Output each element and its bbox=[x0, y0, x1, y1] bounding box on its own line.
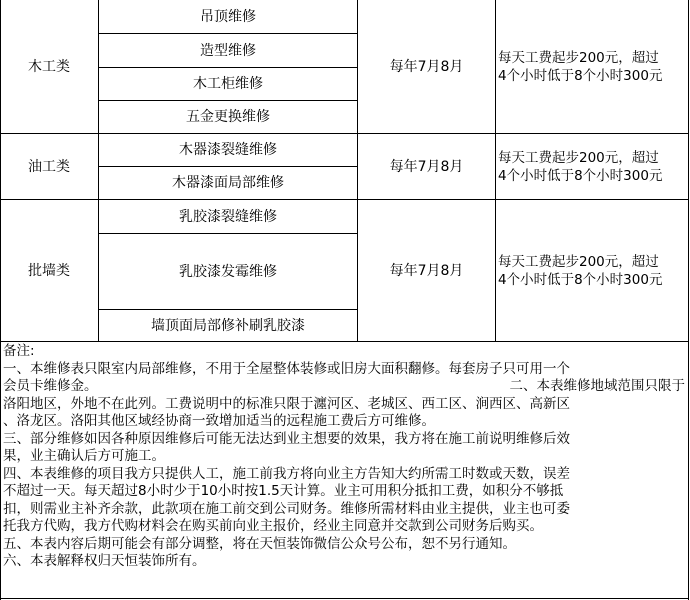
date-cell: 每年7月8月 bbox=[389, 262, 464, 279]
table-border-right bbox=[688, 0, 689, 600]
notes-title: 备注: bbox=[3, 343, 35, 359]
price-cell bbox=[498, 149, 688, 185]
item-cell: 乳胶漆发霉维修 bbox=[179, 263, 277, 280]
notes-section bbox=[3, 343, 687, 571]
note-line: 不超过一天。每天超过8小时少于10小时按1.5天计算。业主可用积分抵扣工费，如积分不够抵 bbox=[3, 483, 564, 499]
table-border-bottom bbox=[0, 598, 689, 599]
item-cell: 木器漆面局部维修 bbox=[172, 175, 284, 191]
note-line: 果，业主确认后方可施工。 bbox=[3, 448, 165, 464]
item-cell: 木工柜维修 bbox=[193, 76, 263, 92]
date-cell: 每年7月8月 bbox=[389, 158, 464, 175]
item-cell: 造型维修 bbox=[200, 42, 256, 59]
price-line: 4个小时低于8个小时300元 bbox=[498, 68, 663, 84]
notes-separator bbox=[0, 341, 689, 342]
item-cell: 五金更换维修 bbox=[186, 109, 270, 125]
note-line: 洛阳地区，外地不在此列。工费说明中的标准只限于瀍河区、老城区、西工区、涧西区、高新区 bbox=[3, 395, 570, 412]
item-cell: 吊顶维修 bbox=[200, 9, 256, 25]
note-line: 会员卡维修金。 bbox=[3, 378, 98, 394]
item-cell: 乳胶漆裂缝维修 bbox=[179, 208, 277, 225]
category-cell: 油工类 bbox=[28, 158, 70, 175]
date-cell: 每年7月8月 bbox=[389, 58, 464, 75]
note-line: 扣，则需业主补齐余款，此款项在施工前交到公司财务。维修所需材料由业主提供，业主也可委 bbox=[3, 500, 570, 517]
note-line: 三、部分维修如因各种原因维修后可能无法达到业主想要的效果，我方将在施工前说明维修后效 bbox=[3, 430, 570, 447]
note-line: 、洛龙区。洛阳其他区域经协商一致增加适当的远程施工费后方可维修。 bbox=[3, 413, 435, 429]
price-cell bbox=[498, 49, 688, 85]
category-cell: 木工类 bbox=[28, 58, 70, 75]
column-divider-3 bbox=[495, 0, 496, 342]
category-cell: 批墙类 bbox=[28, 262, 70, 279]
item-cell: 墙顶面局部修补刷乳胶漆 bbox=[151, 317, 305, 334]
price-line: 4个小时低于8个小时300元 bbox=[498, 168, 663, 184]
price-line: 4个小时低于8个小时300元 bbox=[498, 272, 663, 288]
note-line: 五、本表内容后期可能会有部分调整，将在天恒装饰微信公众号公布，恕不另行通知。 bbox=[3, 535, 516, 552]
note-line: 一、本维修表只限室内局部维修，不用于全屋整体装修或旧房大面积翻修。每套房子只可用一个 bbox=[3, 360, 570, 377]
price-line: 每天工费起步200元，超过 bbox=[498, 254, 659, 270]
note-line: 六、本表解释权归天恒装饰所有。 bbox=[3, 553, 206, 569]
price-line: 每天工费起步200元，超过 bbox=[498, 150, 659, 166]
note-line: 托我方代购，我方代购材料会在购买前向业主报价，经业主同意并交款到公司财务后购买。 bbox=[3, 518, 543, 534]
item-cell: 木器漆裂缝维修 bbox=[179, 142, 277, 158]
note-line: 四、本表维修的项目我方只提供人工，施工前我方将向业主方告知大约所需工时数或天数，误差 bbox=[3, 465, 570, 482]
note-line: 二、本表维修地域范围只限于 bbox=[509, 378, 685, 394]
price-line: 每天工费起步200元，超过 bbox=[498, 50, 659, 66]
price-cell bbox=[498, 253, 688, 289]
